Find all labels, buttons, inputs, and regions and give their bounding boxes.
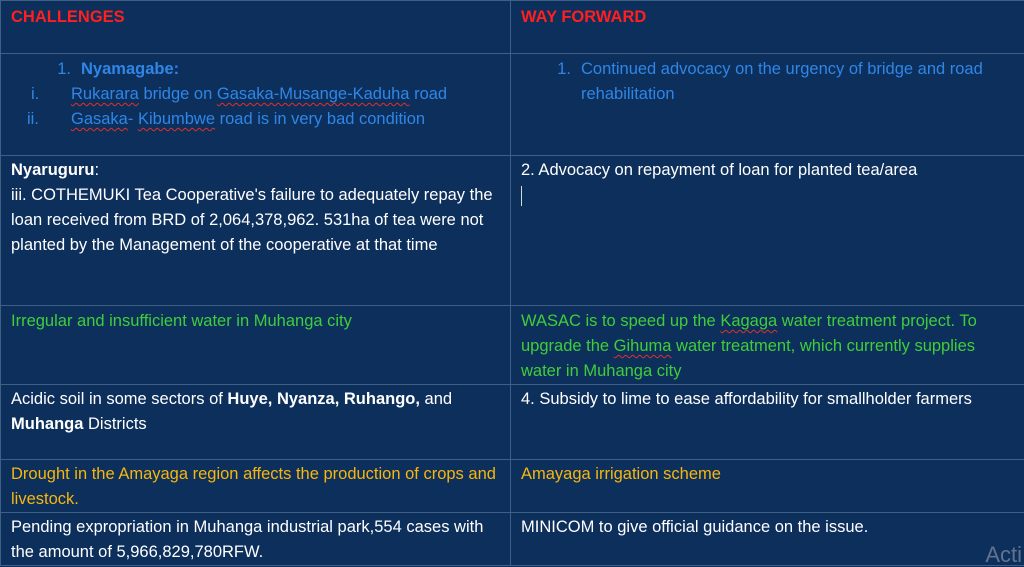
way-forward-loan: 2. Advocacy on repayment of loan for planted tea/area <box>511 156 1024 306</box>
challenge-water: Irregular and insufficient water in Muhanga city <box>1 306 511 385</box>
way-forward-water: WASAC is to speed up the Kagaga water treatment project. To upgrade the Gihuma water treatment, which currently supplies water in Muhanga city <box>511 306 1024 385</box>
challenge-nyaruguru: Nyaruguru: iii. COTHEMUKI Tea Cooperative's failure to adequately repay the loan received from BRD of 2,064,378,962. 531ha of tea were not planted by the Management of the cooperative at that time <box>1 156 511 306</box>
header-challenges: CHALLENGES <box>1 1 511 54</box>
challenge-acidic-soil: Acidic soil in some sectors of Huye, Nyanza, Ruhango, and Muhanga Districts <box>1 385 511 460</box>
way-forward-minicom: MINICOM to give official guidance on the issue. <box>511 513 1024 566</box>
challenge-expropriation: Pending expropriation in Muhanga industrial park,554 cases with the amount of 5,966,829,780RFW. <box>1 513 511 566</box>
way-forward-irrigation: Amayaga irrigation scheme <box>511 460 1024 513</box>
header-way-forward: WAY FORWARD <box>511 1 1024 54</box>
list-item: i. Rukarara bridge on Gasaka-Musange-Kaduha road <box>11 82 500 107</box>
table-row <box>1 385 1024 460</box>
way-forward-bridge <box>511 54 1024 156</box>
table-row-header <box>1 1 1024 54</box>
table-row <box>1 306 1024 385</box>
table-row <box>1 513 1024 566</box>
table-row <box>1 156 1024 306</box>
table-row <box>1 460 1024 513</box>
text-cursor <box>521 186 522 206</box>
challenge-drought: Drought in the Amayaga region affects the production of crops and livestock. <box>1 460 511 513</box>
challenge-nyamagabe <box>1 54 511 156</box>
activation-watermark: Acti <box>985 542 1022 567</box>
list-item: 1. Nyamagabe: <box>11 57 500 82</box>
list-item: 1. Continued advocacy on the urgency of bridge and road rehabilitation <box>521 57 1014 107</box>
list-item: ii. Gasaka- Kibumbwe road is in very bad condition <box>11 107 500 132</box>
way-forward-lime: 4. Subsidy to lime to ease affordability for smallholder farmers <box>511 385 1024 460</box>
table-row <box>1 54 1024 156</box>
